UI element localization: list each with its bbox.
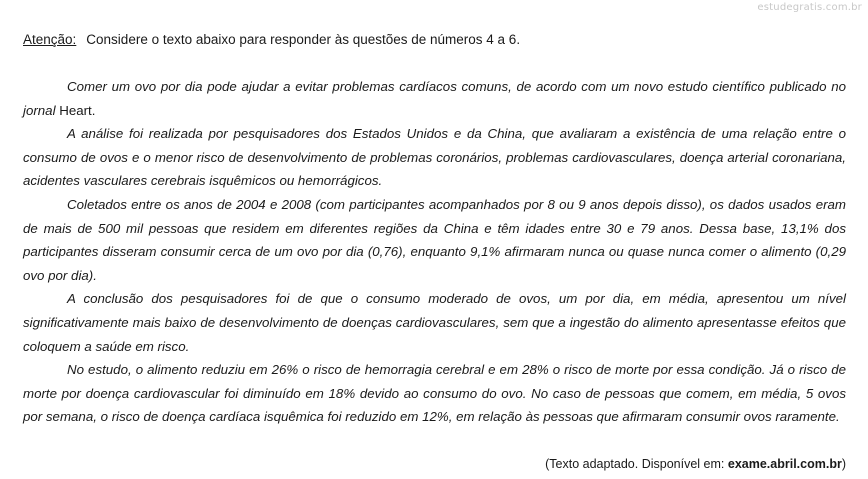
journal-name: Heart. bbox=[59, 102, 96, 118]
attention-text: Considere o texto abaixo para responder às questões de números 4 a 6. bbox=[86, 32, 521, 47]
source-site: exame.abril.com.br bbox=[727, 457, 842, 471]
paragraph-1-text: Comer um ovo por dia pode ajudar a evitar problemas cardíacos comuns, de acordo com um novo estudo científico publicado no jornal bbox=[23, 79, 846, 118]
article-paragraph-2: A análise foi realizada por pesquisadores dos Estados Unidos e da China, que avaliaram a existência de uma relação entre o consumo de ovos e o menor risco de desenvolvimento de problemas coronários, problemas cardiovasculares, doença arterial coronariana, acidentes vasculares cerebrais isquêmicos ou hemorrágicos. bbox=[23, 126, 846, 189]
watermark-text: estudegratis.com.br bbox=[757, 2, 862, 13]
source-citation bbox=[545, 455, 846, 473]
source-suffix: ) bbox=[841, 457, 846, 471]
article-paragraph-3: Coletados entre os anos de 2004 e 2008 (com participantes acompanhados por 8 ou 9 anos depois disso), os dados usados eram de mais de 500 mil pessoas que residem em diferentes regiões da China e têm idades entre 30 e 79 anos. Dessa base, 13,1% dos participantes disseram consumir cerca de um ovo por dia (0,76), enquanto 9,1% afirmaram nunca ou quase nunca comer o alimento (0,29 ovo por dia). bbox=[23, 196, 846, 283]
article-body bbox=[23, 75, 846, 429]
article-paragraph-5: No estudo, o alimento reduziu em 26% o risco de hemorragia cerebral e em 28% o risco de morte por essa condição. Já o risco de morte por doença cardiovascular foi diminuído em 18% devido ao consumo do ovo. No caso de pessoas que comem, em média, 5 ovos por semana, o risco de doença cardíaca isquêmica foi reduzido em 12%, em relação às pessoas que afirmaram consumir ovos raramente. bbox=[23, 362, 846, 425]
attention-label: Atenção: bbox=[23, 32, 77, 47]
article-paragraph-1 bbox=[23, 75, 846, 122]
attention-header bbox=[23, 31, 520, 49]
source-prefix: (Texto adaptado. Disponível em: bbox=[545, 457, 725, 471]
article-paragraph-4: A conclusão dos pesquisadores foi de que o consumo moderado de ovos, um por dia, em média, apresentou um nível significativamente mais baixo de desenvolvimento de doenças cardiovasculares, sem que a ingestão do alimento apresentasse efeitos que coloquem a saúde em risco. bbox=[23, 291, 846, 354]
